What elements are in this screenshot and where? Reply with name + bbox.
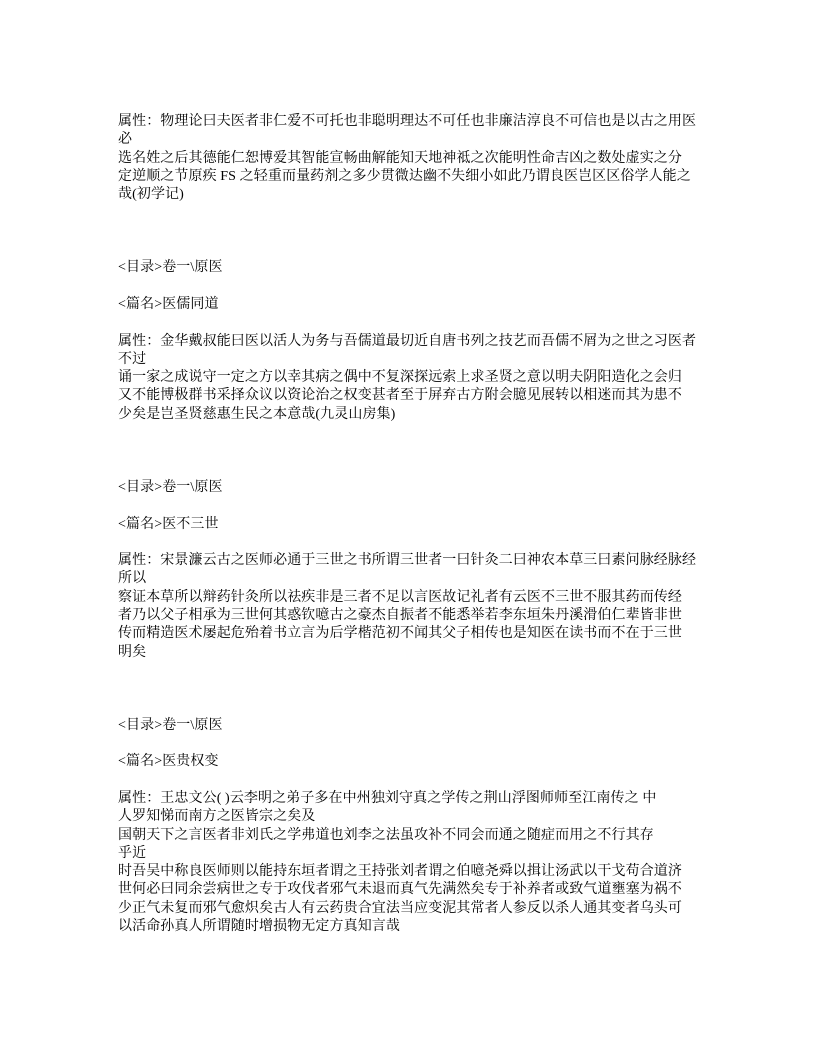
text-line: 少正气未复而邪气愈炽矣古人有云药贵合宜法当应变泥其常者人参反以杀人通其变者乌头可 <box>118 900 682 916</box>
blank-line <box>118 241 718 259</box>
text-line: 所以 <box>118 571 147 587</box>
blank-line <box>118 772 718 790</box>
section-title-line: <篇名>医不三世 <box>118 516 219 532</box>
blank-line <box>118 461 718 479</box>
text-line: 乎近 <box>118 845 147 861</box>
text-line: 不过 <box>118 351 147 367</box>
text-line: 属性：物理论曰夫医者非仁爱不可托也非聪明理达不可任也非廉洁淳良不可信也是以古之用医 <box>118 114 697 129</box>
blank-line <box>118 662 718 680</box>
text-line: 少矣是岂圣贤慈惠生民之本意哉(九灵山房集) <box>118 406 396 422</box>
text-line: 察证本草所以辩药针灸所以祛疾非是三者不足以言医故记礼者有云医不三世不服其药而传经 <box>118 589 682 605</box>
blank-line <box>118 314 718 332</box>
text-line: 世何必曰同余尝病世之专于攻伐者邪气未退而真气先满然矣专于补养者或致气道壅塞为祸不 <box>118 882 682 898</box>
text-line: 又不能博极群书采择众议以资论治之权变甚者至于屏弃古方附会臆见展转以相迷而其为患不 <box>118 388 682 404</box>
blank-line <box>118 699 718 717</box>
toc-marker-line: <目录>卷一\原医 <box>118 717 223 733</box>
toc-marker-line: <目录>卷一\原医 <box>118 479 223 495</box>
text-line: 诵一家之成说守一定之方以幸其病之偶中不复深探远索上求圣贤之意以明夫阴阳造化之会归 <box>118 370 682 386</box>
text-line: 属性：王忠文公( )云李明之弟子多在中州独刘守真之学传之荆山浮图师师至江南传之 中 <box>118 790 657 806</box>
toc-marker-line: <目录>卷一\原医 <box>118 260 223 276</box>
blank-line <box>118 680 718 698</box>
text-line: 传而精造医术屡起危殆着书立言为后学楷范初不闻其父子相传也是知医在读书而不在于三世 <box>118 626 682 642</box>
blank-line <box>118 223 718 241</box>
blank-line <box>118 278 718 296</box>
blank-line <box>118 497 718 515</box>
blank-line <box>118 204 718 222</box>
text-line: 必 <box>118 132 133 148</box>
text-line: 时吾吴中称良医师则以能持东垣者谓之王持张刘者谓之伯噫尧舜以揖让汤武以干戈苟合道济 <box>118 864 682 880</box>
section-title-line: <篇名>医儒同道 <box>118 296 219 312</box>
text-line: 明矣 <box>118 644 147 660</box>
text-line: 国朝天下之言医者非刘氏之学弗道也刘李之法虽攻补不同会而通之随症而用之不行其存 <box>118 827 654 843</box>
text-line: 者乃以父子相承为三世何其惑钦噫古之豪杰自振者不能悉举若李东垣朱丹溪滑伯仁辈皆非世 <box>118 608 682 624</box>
text-line: 定逆顺之节原疾 FS 之轻重而量药剂之多少贯微达幽不失细小如此乃谓良医岂区区俗学人能之 <box>118 168 691 184</box>
blank-line <box>118 534 718 552</box>
text-line: 选名姓之后其德能仁恕博爱其智能宣畅曲解能知天地神祗之次能明性命吉凶之数处虚实之分 <box>118 150 682 166</box>
blank-line <box>118 735 718 753</box>
blank-line <box>118 442 718 460</box>
text-line: 属性：金华戴叔能曰医以活人为务与吾儒道最切近自唐书列之技艺而吾儒不屑为之世之习医者 <box>118 333 697 349</box>
text-line: 以活命孙真人所谓随时增损物无定方真知言哉 <box>118 919 400 935</box>
text-line: 属性：宋景濂云古之医师必通于三世之书所谓三世者一曰针灸二曰神农本草三曰素问脉经脉经 <box>118 553 697 569</box>
document-text-area <box>118 113 718 936</box>
blank-line <box>118 424 718 442</box>
text-line: 人罗知悌而南方之医皆宗之矣及 <box>118 809 316 825</box>
section-title-line: <篇名>医贵权变 <box>118 754 219 770</box>
text-line: 哉(初学记) <box>118 187 184 203</box>
